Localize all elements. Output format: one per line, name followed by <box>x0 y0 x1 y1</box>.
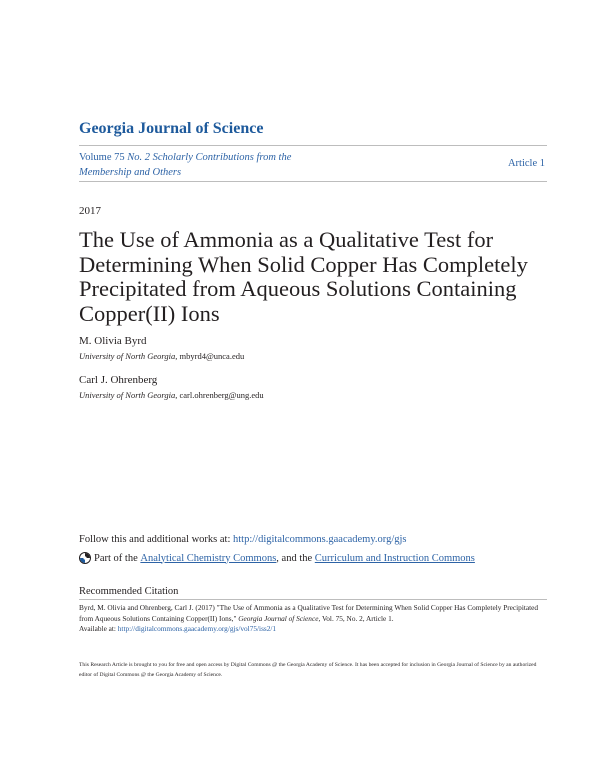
recommended-citation-heading: Recommended Citation <box>79 586 179 597</box>
issue-title: No. 2 Scholarly Contributions from the Membership and Others <box>79 152 292 178</box>
journal-title[interactable]: Georgia Journal of Science <box>79 120 264 137</box>
author-email[interactable]: carl.ohrenberg@ung.edu <box>179 390 264 400</box>
follow-line <box>79 534 407 545</box>
recommended-citation <box>79 603 549 635</box>
author-affiliation: University of North Georgia, carl.ohrenberg@ung.edu <box>79 390 264 400</box>
part-of-middle: , and the <box>276 552 313 564</box>
article-title: The Use of Ammonia as a Qualitative Test for Determining When Solid Copper Has Completely Precipitated from Aqueous Solutions Containing Copper(II) Ions <box>79 227 528 326</box>
repository-link[interactable]: http://digitalcommons.gaacademy.org/gjs <box>233 534 407 545</box>
article-number[interactable]: Article 1 <box>507 158 545 169</box>
header-bottom-rule <box>79 181 547 182</box>
citation-url-link[interactable]: http://digitalcommons.gaacademy.org/gjs/vol75/iss2/1 <box>117 624 277 633</box>
affiliation-name: University of North Georgia <box>79 351 176 361</box>
part-of-line <box>79 552 475 564</box>
header-top-rule <box>79 145 547 146</box>
author-name: Carl J. Ohrenberg <box>79 374 158 386</box>
author-name: M. Olivia Byrd <box>79 335 147 347</box>
curriculum-instruction-commons-link[interactable]: Curriculum and Instruction Commons <box>314 552 475 564</box>
citation-text: Byrd, M. Olivia and Ohrenberg, Carl J. (2017) "The Use of Ammonia as a Qualitative Test for Determining When Solid Copper Has Completely Precipitated from Aqueous Solutions Containing Copper(II) Ions," <box>79 603 539 623</box>
part-of-prefix: Part of the <box>94 552 138 564</box>
volume-issue-link[interactable] <box>79 151 319 180</box>
access-statement: This Research Article is brought to you for free and open access by Digital Commons @ the Georgia Academy of Science. It has been accepted for inclusion in Georgia Journal of Science by an authorized editor of Digital Commons @ the Georgia Academy of Science. <box>79 662 537 678</box>
analytical-chemistry-commons-link[interactable]: Analytical Chemistry Commons <box>140 552 277 564</box>
citation-rule <box>79 599 547 600</box>
digital-commons-network-icon <box>79 552 91 564</box>
publication-year: 2017 <box>79 205 101 217</box>
author-affiliation: University of North Georgia, mbyrd4@unca.edu <box>79 351 245 361</box>
follow-prefix: Follow this and additional works at: <box>79 534 231 545</box>
affiliation-name: University of North Georgia <box>79 390 176 400</box>
citation-journal: Georgia Journal of Science <box>238 613 319 623</box>
citation-volume: , Vol. 75, No. 2, Article 1. <box>318 613 394 623</box>
author-email[interactable]: mbyrd4@unca.edu <box>179 351 245 361</box>
available-prefix: Available at: <box>79 624 116 633</box>
volume-number: Volume 75 <box>79 152 125 163</box>
